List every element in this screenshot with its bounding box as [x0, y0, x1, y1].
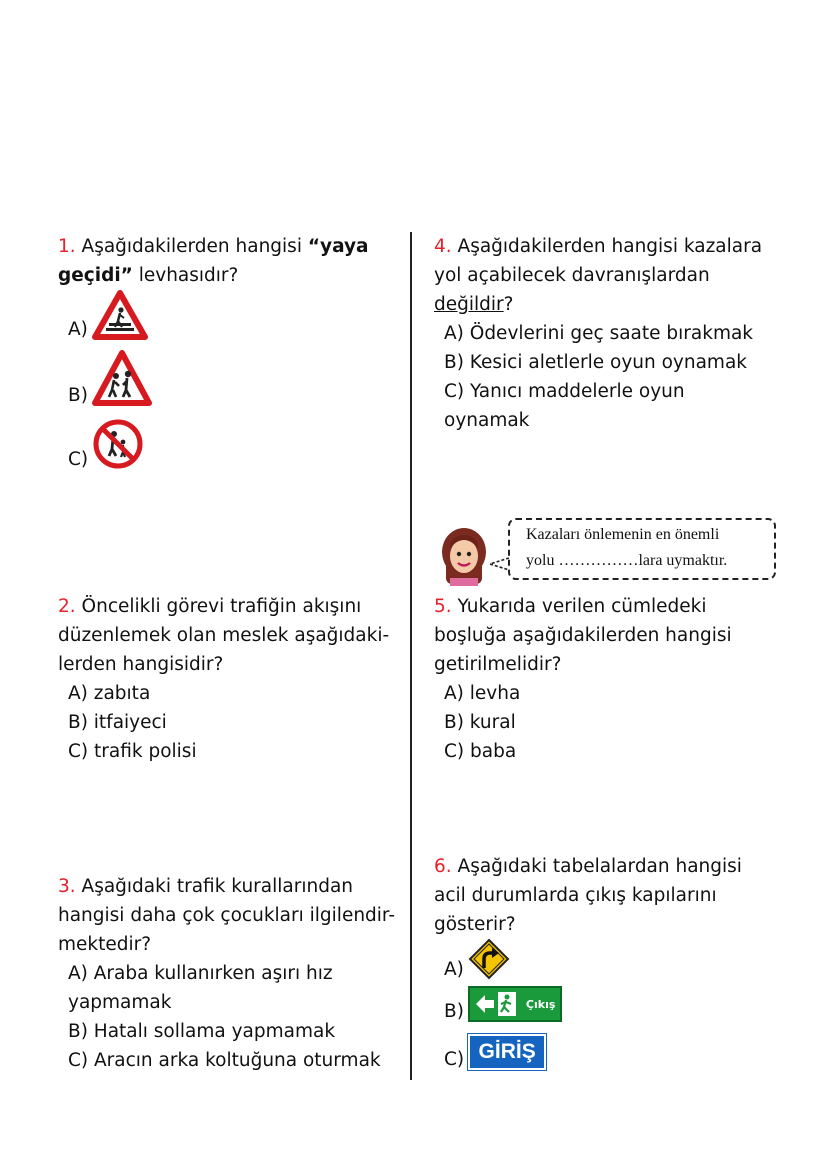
right-turn-warning-sign-icon	[468, 938, 510, 980]
q6-option-a[interactable]: A)	[444, 938, 510, 980]
question-number: 5.	[434, 596, 452, 617]
question-2: 2. Öncelikli görevi trafiğin akışını düzenlemek olan meslek aşağıdaki- lerden hangisidir? A) zabıta B) itfaiyeci C) trafik polisi	[58, 592, 389, 766]
q5-option-a[interactable]: A) levha	[444, 683, 521, 704]
question-number: 6.	[434, 856, 452, 877]
q3-option-a[interactable]: A) Araba kullanırken aşırı hız	[68, 963, 333, 984]
q3-option-b[interactable]: B) Hatalı sollama yapmamak	[68, 1021, 336, 1042]
question-number: 2.	[58, 596, 76, 617]
speech-bubble: Kazaları önlemenin en önemli yolu ……………lara uymaktır.	[508, 518, 776, 580]
q2-option-c[interactable]: C) trafik polisi	[68, 741, 197, 762]
column-divider	[410, 232, 412, 1080]
q6-option-c[interactable]: C) GİRİŞ	[444, 1034, 546, 1070]
question-3: 3. Aşağıdaki trafik kurallarından hangisi daha çok çocukları ilgilendir- mektedir? A) Araba kullanırken aşırı hız yapmamak B) Hatalı sollama yapmamak C) Aracın arka koltuğuna oturmak	[58, 872, 395, 1075]
q2-option-b[interactable]: B) itfaiyeci	[68, 712, 167, 733]
question-number: 3.	[58, 876, 76, 897]
exit-arrow-runner-icon	[474, 990, 524, 1018]
question-4: 4. Aşağıdakilerden hangisi kazalara yol açabilecek davranışlardan değildir? A) Ödevlerini geç saate bırakmak B) Kesici aletlerle oyun oynamak C) Yanıcı maddelerle oyun oynamak	[434, 232, 762, 435]
q1-option-a[interactable]: A)	[68, 290, 148, 340]
question-number: 1.	[58, 236, 76, 257]
pedestrian-crossing-sign-icon	[92, 290, 148, 340]
entrance-sign-icon: GİRİŞ	[468, 1034, 546, 1070]
q3-option-a-cont[interactable]: yapmamak	[68, 992, 172, 1013]
q1-option-b[interactable]: B)	[68, 350, 152, 406]
no-pedestrians-sign-icon	[92, 418, 144, 470]
q5-option-c[interactable]: C) baba	[444, 741, 517, 762]
q3-option-c[interactable]: C) Aracın arka koltuğuna oturmak	[68, 1050, 381, 1071]
q4-option-c[interactable]: C) Yanıcı maddelerle oyun	[444, 381, 685, 402]
question-5: 5. Yukarıda verilen cümledeki boşluğa aşağıdakilerden hangisi getirilmelidir? A) levha B) kural C) baba	[434, 592, 732, 766]
q4-option-b[interactable]: B) Kesici aletlerle oyun oynamak	[444, 352, 747, 373]
teacher-avatar-icon	[438, 526, 490, 586]
q4-option-a[interactable]: A) Ödevlerini geç saate bırakmak	[444, 323, 754, 344]
emergency-exit-sign-icon: Çıkış	[468, 986, 562, 1022]
q5-option-b[interactable]: B) kural	[444, 712, 516, 733]
question-number: 4.	[434, 236, 452, 257]
q2-option-a[interactable]: A) zabıta	[68, 683, 151, 704]
q1-option-c[interactable]: C)	[68, 418, 144, 470]
q4-option-c-cont[interactable]: oynamak	[444, 410, 530, 431]
school-children-sign-icon	[92, 350, 152, 406]
question-1: 1. Aşağıdakilerden hangisi “yaya geçidi” levhasıdır?	[58, 236, 369, 286]
question-6: 6. Aşağıdaki tabelalardan hangisi acil durumlarda çıkış kapılarını gösterir?	[434, 856, 742, 935]
bubble-tail-icon	[488, 556, 510, 572]
q6-option-b[interactable]: B) Çıkış	[444, 986, 562, 1022]
